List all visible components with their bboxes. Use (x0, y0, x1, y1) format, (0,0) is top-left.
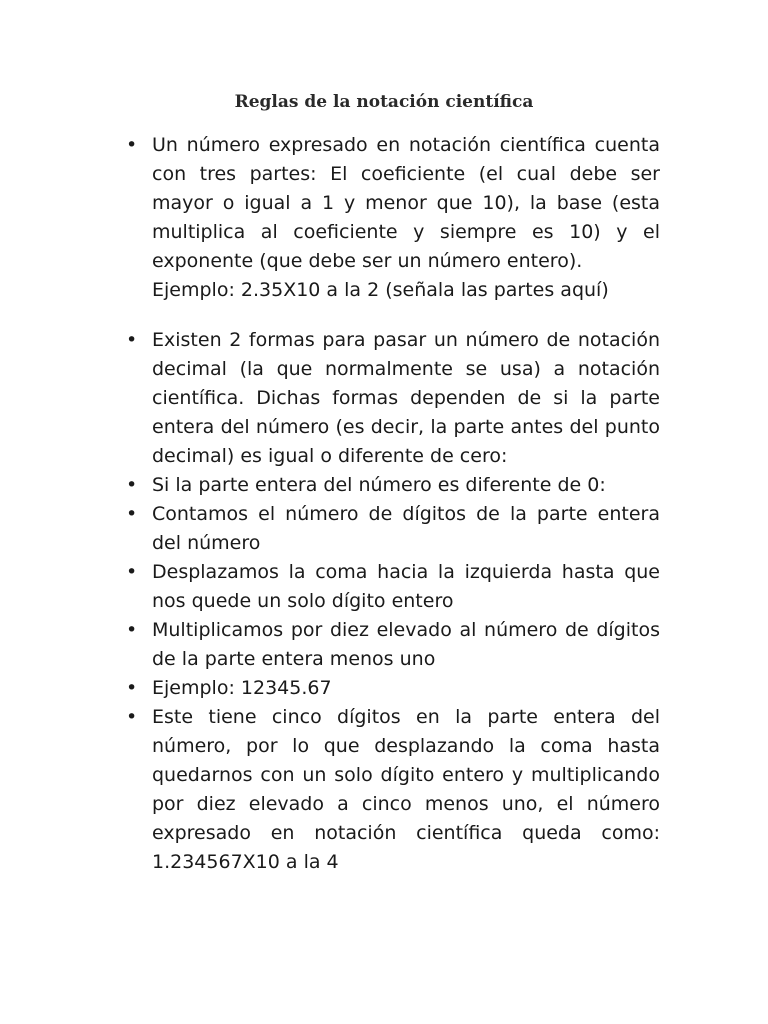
list-item-text: Existen 2 formas para pasar un número de notación decimal (la que normalmente se usa) a notación científica. Dichas formas dependen de si la parte entera del número (es decir, la parte antes del punto decimal) es igual o diferente de cero: (152, 329, 660, 467)
list-item (124, 558, 660, 616)
list-item-text: Si la parte entera del número es diferente de 0: (152, 474, 606, 496)
list-item-text: Contamos el número de dígitos de la parte entera del número (152, 503, 660, 554)
bullet-icon: • (126, 706, 138, 728)
list-item (124, 616, 660, 674)
list-item-text: Ejemplo: 12345.67 (152, 677, 332, 699)
list-item (124, 471, 660, 500)
bullet-icon: • (126, 474, 138, 496)
list-item-text: Un número expresado en notación científica cuenta con tres partes: El coeficiente (el cual debe ser mayor o igual a 1 y menor que 10), la base (esta multiplica al coeficiente y siempre es 10) y el exponente (que debe ser un número entero). (152, 134, 660, 272)
list-item-example: Ejemplo: 2.35X10 a la 2 (señala las partes aquí) (152, 279, 609, 301)
bullet-icon: • (126, 503, 138, 525)
list-item (124, 703, 660, 877)
bullet-icon: • (126, 561, 138, 583)
list-item-text: Este tiene cinco dígitos en la parte entera del número, por lo que desplazando la coma hasta quedarnos con un solo dígito entero y multiplicando por diez elevado a cinco menos uno, el número expresado en notación científica queda como: 1.234567X10 a la 4 (152, 706, 660, 873)
list-item (124, 326, 660, 471)
rules-list (124, 131, 660, 877)
list-item (124, 500, 660, 558)
list-item (124, 674, 660, 703)
page-title: Reglas de la notación científica (234, 92, 534, 112)
list-item-text: Multiplicamos por diez elevado al número de dígitos de la parte entera menos uno (152, 619, 660, 670)
list-item-text: Desplazamos la coma hacia la izquierda hasta que nos quede un solo dígito entero (152, 561, 660, 612)
bullet-icon: • (126, 619, 138, 641)
list-item (124, 131, 660, 305)
bullet-icon: • (126, 329, 138, 351)
bullet-icon: • (126, 677, 138, 699)
bullet-icon: • (126, 134, 138, 156)
